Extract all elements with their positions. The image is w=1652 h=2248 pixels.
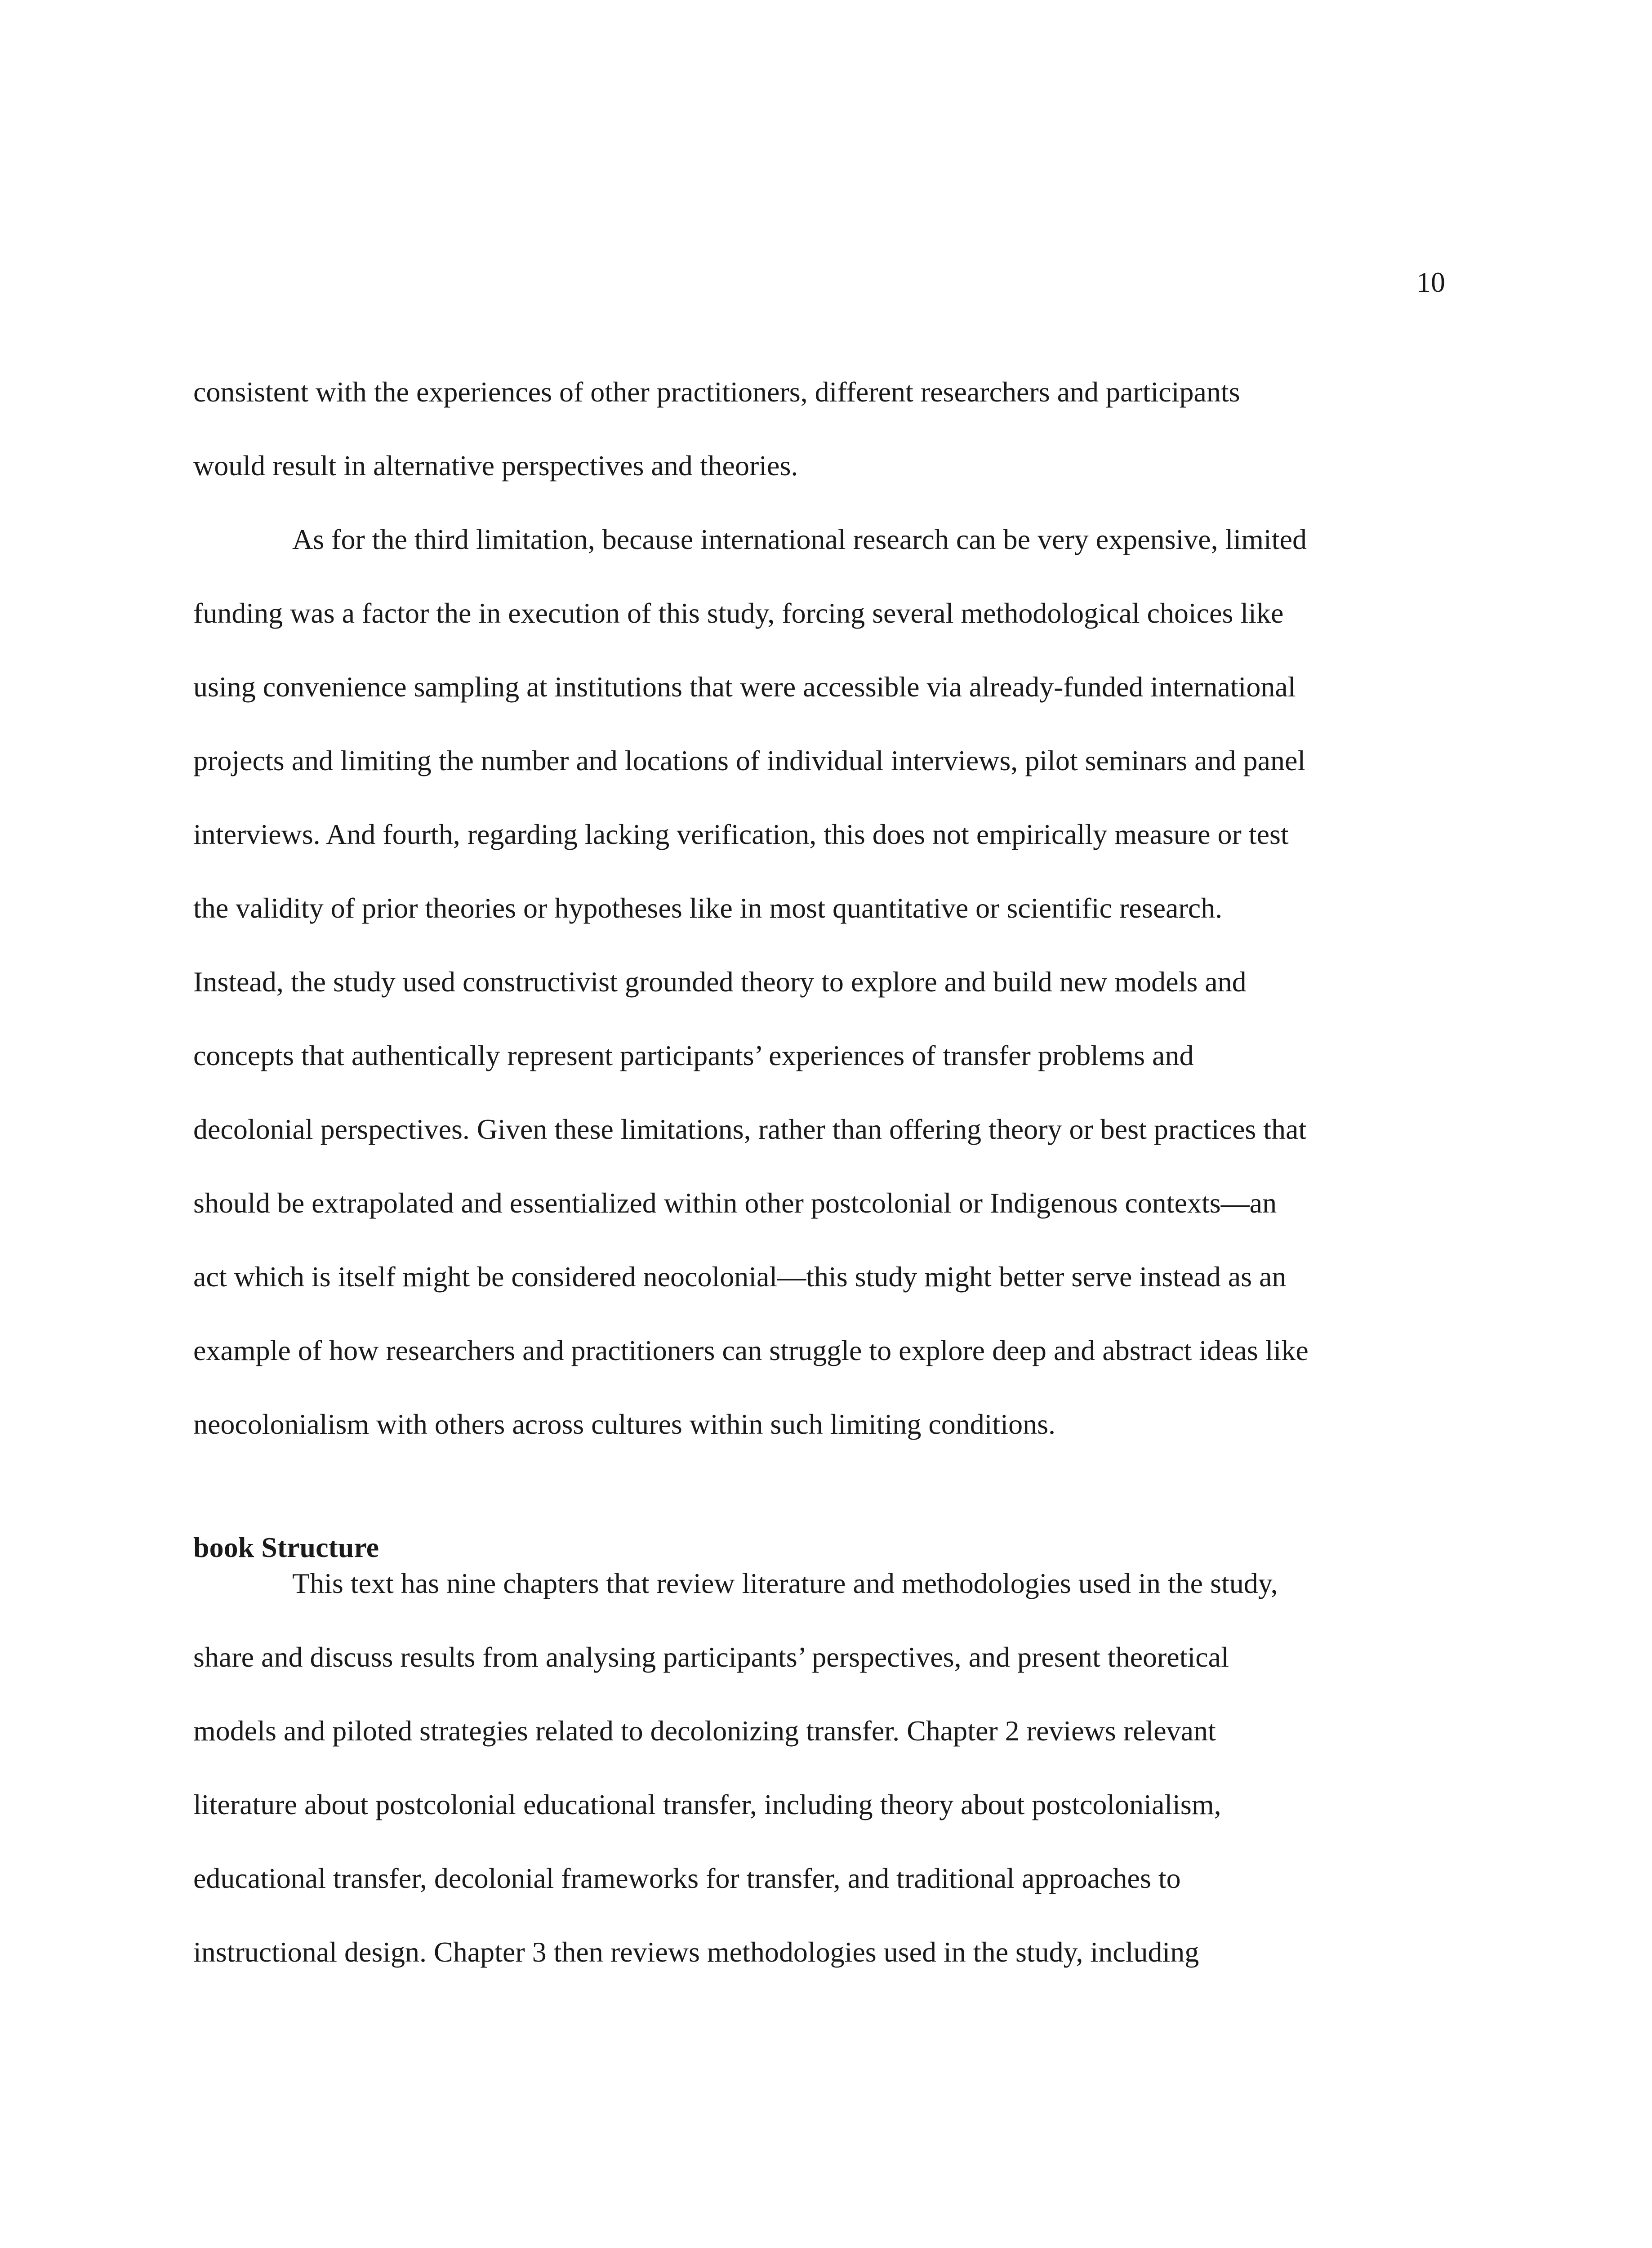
text-line: funding was a factor the in execution of this study, forcing several methodological choices like [193, 597, 1284, 629]
text-line: projects and limiting the number and locations of individual interviews, pilot seminars and panel [193, 745, 1306, 776]
text-line: interviews. And fourth, regarding lacking verification, this does not empirically measure or test [193, 818, 1289, 850]
text-line: example of how researchers and practitioners can struggle to explore deep and abstract ideas like [193, 1334, 1309, 1366]
text-line: share and discuss results from analysing participants’ perspectives, and present theoretical [193, 1641, 1229, 1673]
text-line: consistent with the experiences of other practitioners, different researchers and participants [193, 376, 1240, 408]
text-line: models and piloted strategies related to decolonizing transfer. Chapter 2 reviews relevant [193, 1715, 1216, 1747]
paragraph-first-line: This text has nine chapters that review literature and methodologies used in the study, [292, 1567, 1278, 1599]
text-line: should be extrapolated and essentialized within other postcolonial or Indigenous contexts—an [193, 1187, 1277, 1219]
text-line: act which is itself might be considered neocolonial—this study might better serve instead as an [193, 1261, 1287, 1293]
paragraph-first-line: As for the third limitation, because international research can be very expensive, limited [292, 523, 1307, 555]
text-line: decolonial perspectives. Given these limitations, rather than offering theory or best practices that [193, 1113, 1307, 1145]
text-line: concepts that authentically represent participants’ experiences of transfer problems and [193, 1039, 1194, 1071]
text-line: literature about postcolonial educational transfer, including theory about postcolonialism, [193, 1789, 1221, 1820]
text-line: Instead, the study used constructivist grounded theory to explore and build new models and [193, 966, 1247, 998]
body-text-limitations [193, 355, 1447, 1461]
text-line: educational transfer, decolonial frameworks for transfer, and traditional approaches to [193, 1862, 1181, 1894]
text-line: neocolonialism with others across cultures within such limiting conditions. [193, 1408, 1055, 1440]
text-line: would result in alternative perspectives and theories. [193, 450, 798, 482]
body-text-book-structure [193, 1547, 1447, 1989]
text-line: the validity of prior theories or hypotheses like in most quantitative or scientific research. [193, 892, 1223, 924]
page-number: 10 [1416, 266, 1445, 298]
text-line: using convenience sampling at institutions that were accessible via already-funded international [193, 671, 1296, 703]
section-heading: book Structure [193, 1531, 379, 1563]
text-line: instructional design. Chapter 3 then reviews methodologies used in the study, including [193, 1936, 1199, 1968]
